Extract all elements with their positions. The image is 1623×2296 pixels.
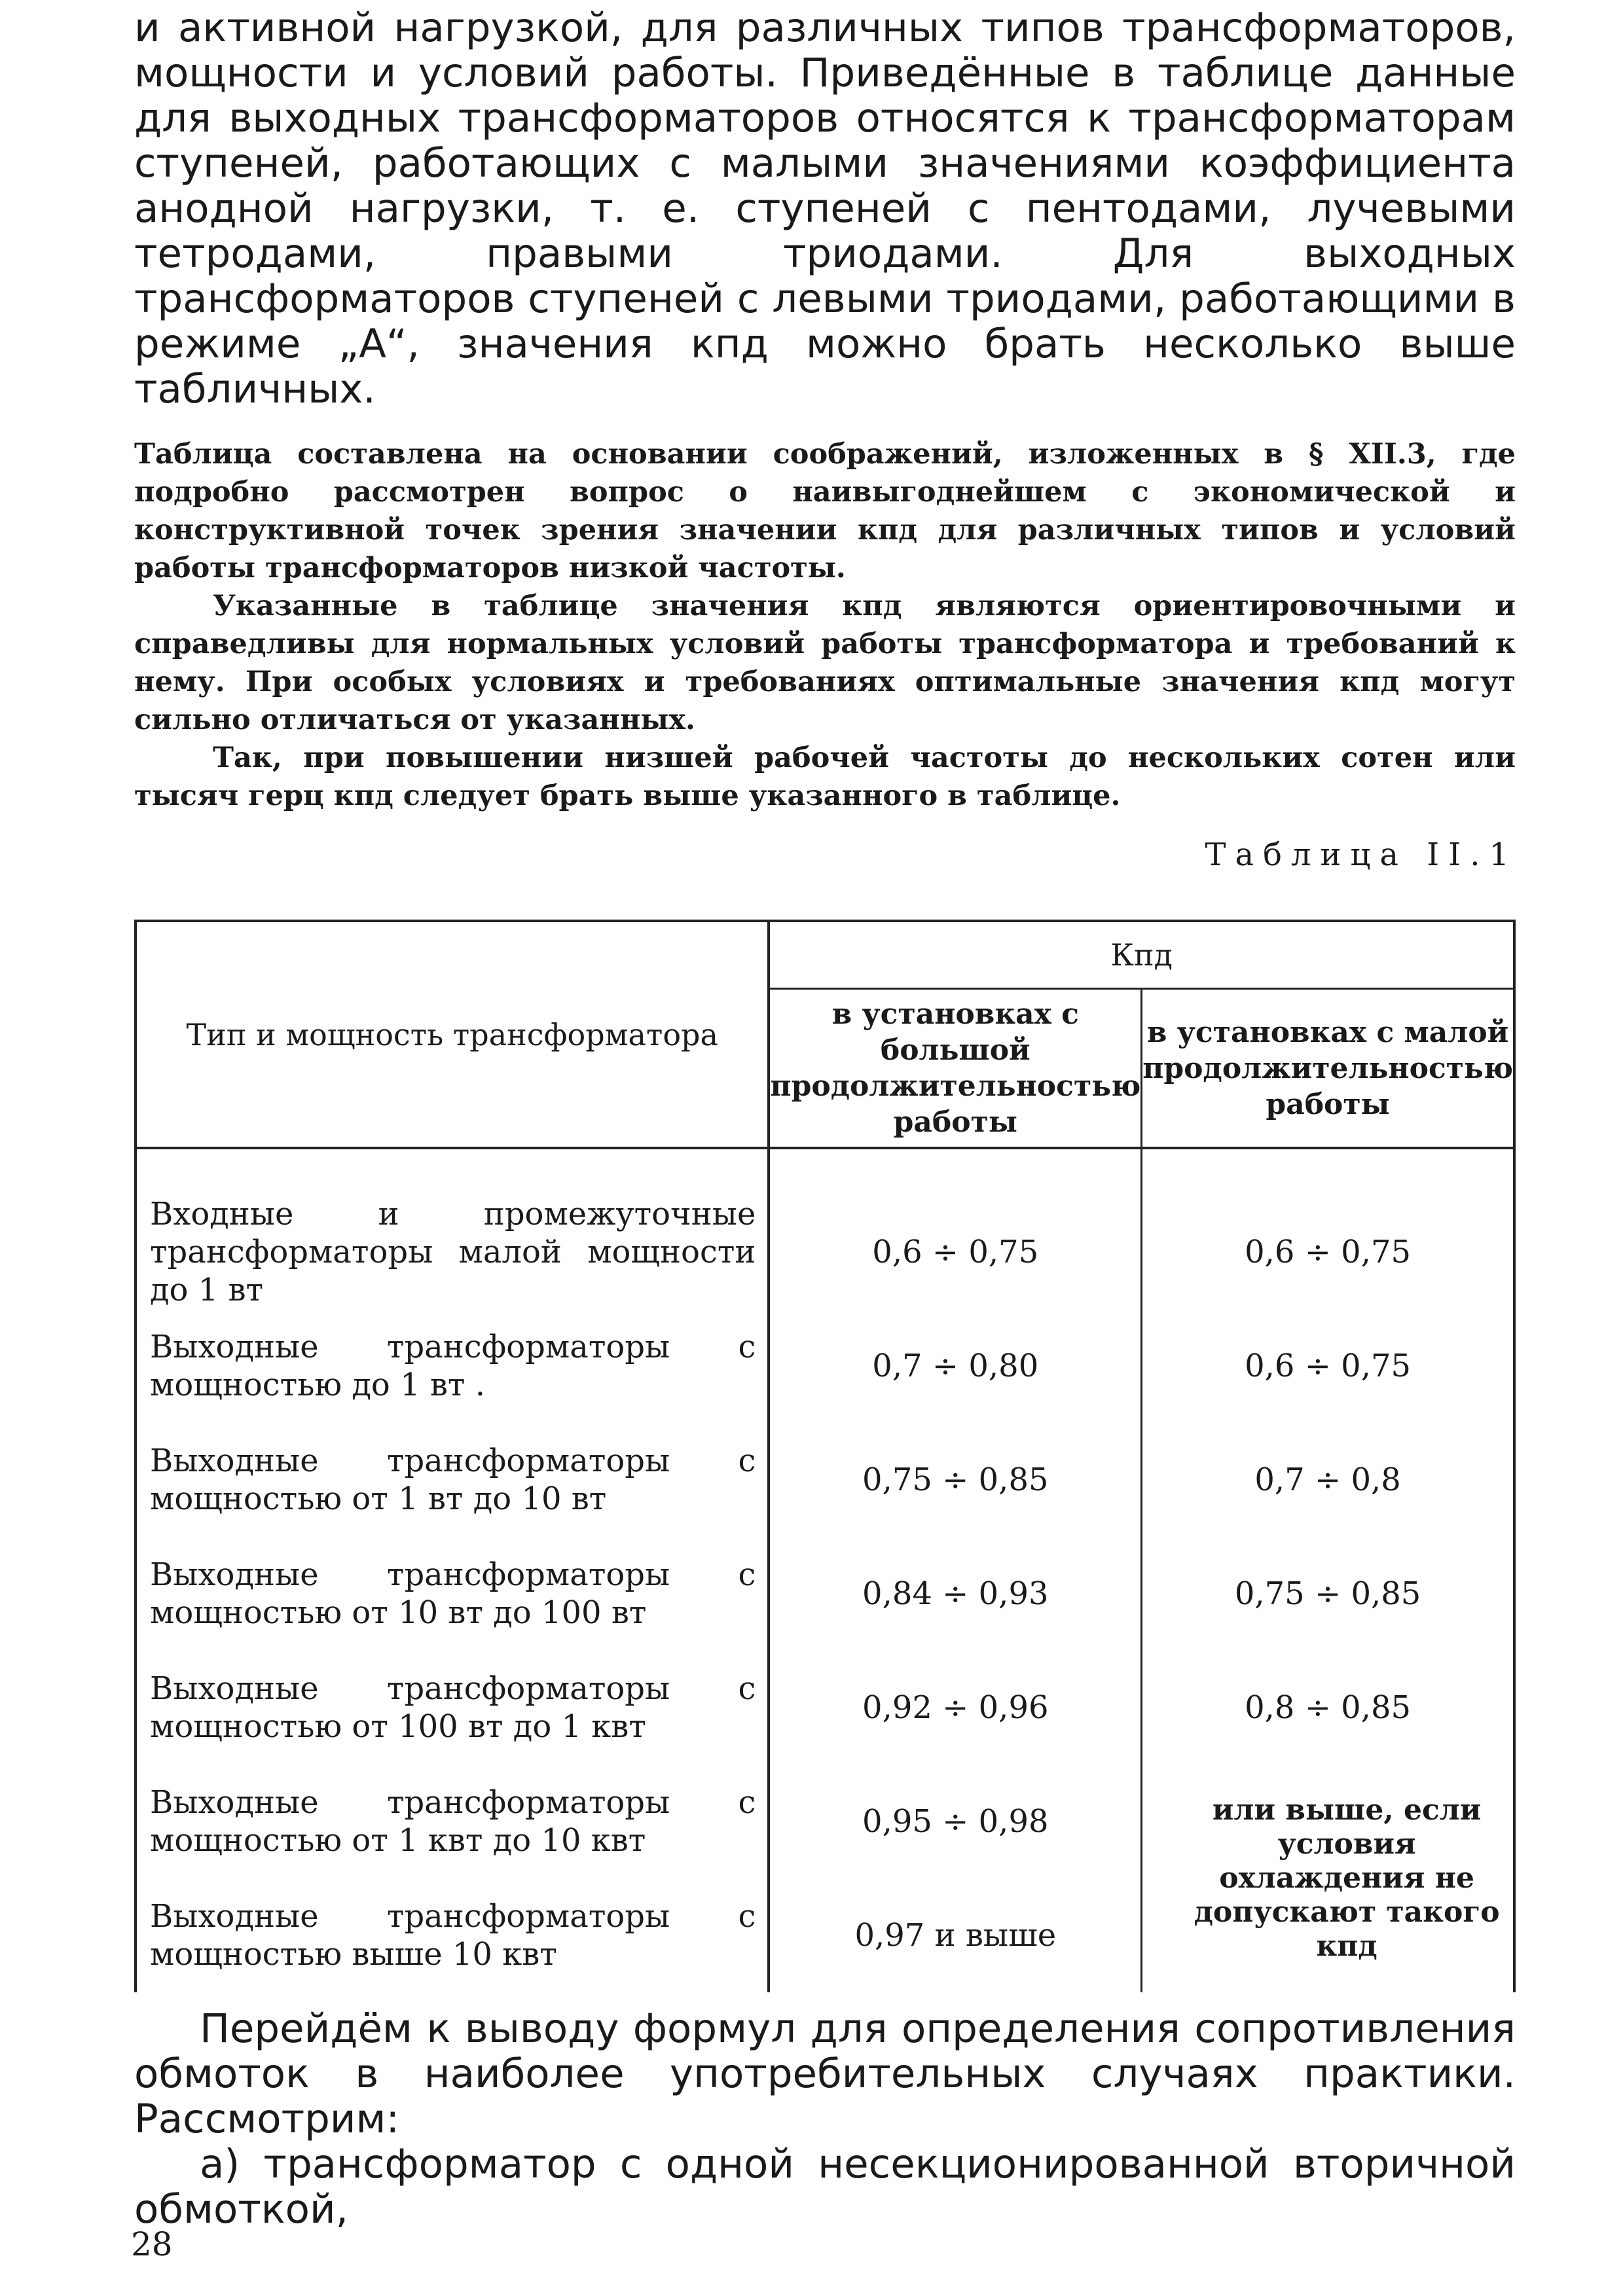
outro bbox=[134, 2006, 1516, 2232]
header-type: Тип и мощность трансформатора bbox=[136, 921, 769, 1148]
note-3: Так, при повышении низшей рабочей частоты до нескольких сотен или тысяч герц кпд следует брать выше указанного в таблице. bbox=[134, 742, 1516, 812]
header-long-duration: в установках с большой продолжительностью работы bbox=[769, 989, 1141, 1149]
outro-paragraph: Перейдём к выводу формул для определения сопротивления обмоток в наиболее употребительных случаях практики. Рассмотрим: bbox=[134, 2005, 1516, 2142]
intro-paragraph: и активной нагрузкой, для различных типов трансформаторов, мощности и условий работы. Приведённые в таблице данные для выходных трансформаторов относятся к трансформаторам ступеней, работающих с малыми значениями коэффициента анодной нагрузки, т. е. ступеней с пентодами, лучевыми тетродами, правыми триодами. Для выходных трансформаторов ступеней с левыми триодами, работающими в режиме „А“, значения кпд можно брать несколько выше табличных. bbox=[134, 5, 1516, 412]
table-row bbox=[136, 1423, 1514, 1537]
header-kpd: Кпд bbox=[769, 921, 1514, 989]
efficiency-table bbox=[134, 920, 1516, 1992]
row-long: 0,84 ÷ 0,93 bbox=[769, 1537, 1141, 1651]
row-short: 0,6 ÷ 0,75 bbox=[1142, 1309, 1514, 1423]
row-name: Входные и промежуточные трансформаторы малой мощности до 1 вт bbox=[136, 1195, 769, 1309]
table-row bbox=[136, 1651, 1514, 1765]
row-long: 0,75 ÷ 0,85 bbox=[769, 1423, 1141, 1537]
row-name: Выходные трансформаторы с мощностью от 1 квт до 10 квт bbox=[136, 1765, 769, 1878]
header-short-duration: в установках с малой продолжительностью работы bbox=[1142, 989, 1514, 1149]
row-short: 0,6 ÷ 0,75 bbox=[1142, 1195, 1514, 1309]
short-note: или выше, если условия охлаждения не допускают такого кпд bbox=[1194, 1793, 1500, 1963]
row-name: Выходные трансформаторы с мощностью выше 10 квт bbox=[136, 1878, 769, 1992]
outro-item-a: а) трансформатор с одной несекционированной вторичной обмоткой, bbox=[134, 2141, 1516, 2233]
table-row bbox=[136, 1309, 1514, 1423]
table-row bbox=[136, 1765, 1514, 1878]
row-long: 0,7 ÷ 0,80 bbox=[769, 1309, 1141, 1423]
page-number: 28 bbox=[131, 2225, 173, 2263]
row-long: 0,6 ÷ 0,75 bbox=[769, 1195, 1141, 1309]
row-short: 0,8 ÷ 0,85 bbox=[1142, 1651, 1514, 1765]
table-notes bbox=[134, 435, 1516, 815]
row-short-note bbox=[1142, 1765, 1514, 1992]
table-row bbox=[136, 1195, 1514, 1309]
note-2: Указанные в таблице значения кпд являются ориентировочными и справедливы для нормальных условий работы трансформатора и требований к нему. При особых условиях и требованиях оптимальные значения кпд могут сильно отличаться от указанных. bbox=[134, 590, 1516, 736]
row-long: 0,95 ÷ 0,98 bbox=[769, 1765, 1141, 1878]
row-name: Выходные трансформаторы с мощностью от 10 вт до 100 вт bbox=[136, 1537, 769, 1651]
row-name: Выходные трансформаторы с мощностью до 1 вт . bbox=[136, 1309, 769, 1423]
table-caption: Таблица II.1 bbox=[1205, 836, 1518, 873]
row-short: 0,7 ÷ 0,8 bbox=[1142, 1423, 1514, 1537]
row-short: 0,75 ÷ 0,85 bbox=[1142, 1537, 1514, 1651]
row-name: Выходные трансформаторы с мощностью от 1 вт до 10 вт bbox=[136, 1423, 769, 1537]
row-long: 0,92 ÷ 0,96 bbox=[769, 1651, 1141, 1765]
row-long: 0,97 и выше bbox=[769, 1878, 1141, 1992]
table-row bbox=[136, 1537, 1514, 1651]
row-name: Выходные трансформаторы с мощностью от 100 вт до 1 квт bbox=[136, 1651, 769, 1765]
note-1: Таблица составлена на основании соображений, изложенных в § XII.3, где подробно рассмотрен вопрос о наивыгоднейшем с экономической и конструктивной точек зрения значении кпд для различных типов и условий работы трансформаторов низкой частоты. bbox=[134, 438, 1516, 584]
